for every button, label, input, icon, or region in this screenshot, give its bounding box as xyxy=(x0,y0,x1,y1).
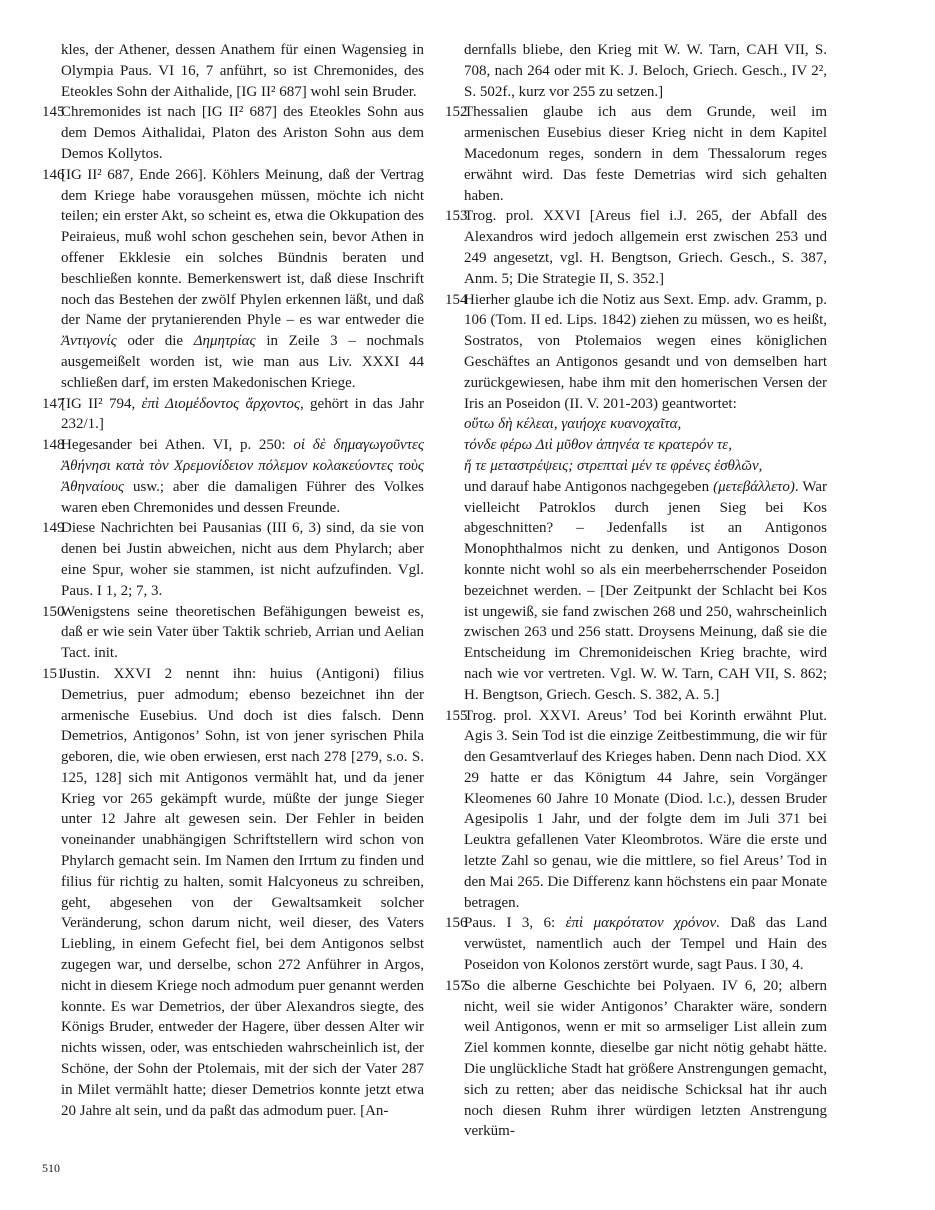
note-148 xyxy=(42,435,424,518)
note-number: 152 xyxy=(445,104,468,121)
note-number: 155 xyxy=(445,707,468,724)
note-number: 150 xyxy=(42,603,65,620)
note-number: 154 xyxy=(445,291,468,308)
note-153 xyxy=(445,206,827,289)
note-number: 151 xyxy=(42,665,65,682)
page-number: 510 xyxy=(42,1161,60,1175)
note-149 xyxy=(42,518,424,601)
note-155 xyxy=(445,706,827,914)
note-146 xyxy=(42,165,424,394)
note-text: Hegesander bei Athen. VI, p. 250: xyxy=(61,437,294,454)
note-text: Diese Nachrichten bei Pausanias (III 6, 3) sind, da sie von denen bei Justin abweichen, nicht aus dem Phylarch; aber eine Spur, woher sie stammen, ist nicht aufzufinden. Vgl. Paus. I 1, 2; 7, 3. xyxy=(61,520,424,599)
greek-verse-line: τόνδε φέρω Διὶ μῦθον ἀπηνέα τε κρατερόν τε, xyxy=(464,437,732,454)
note-text: . War vielleicht Patroklos durch jenen Sieg bei Kos abgeschnitten? – Jedenfalls ist an Antigonos Monophthalmos nicht zu denken, und Antigonos Doson konnte nicht wohl so als ein meerbeherrschender Poseidon bezeichnet werden. – [Der Zeitpunkt der Schlacht bei Kos ist ungewiß, sie fand zwischen 268 und 250, wahrscheinlich zwischen 263 und 256 statt. Droysens Meinung, daß sie die Entscheidung im Chremonideischen Krieg brachte, wird nach wie vor vertreten. Vgl. W. W. Tarn, CAH VII, S. 862; H. Bengtson, Griech. Gesch. S. 382, A. 5.] xyxy=(464,478,827,703)
note-text: Paus. I 3, 6: xyxy=(464,915,566,932)
note-154-continuation xyxy=(445,477,827,706)
greek-text: (μετεβάλλετο) xyxy=(713,478,795,495)
note-150 xyxy=(42,602,424,664)
greek-text: Ἀντιγονίς xyxy=(61,333,117,350)
note-text: Trog. prol. XXVI. Areus’ Tod bei Korinth erwähnt Plut. Agis 3. Sein Tod ist die einzige Zeitbestimmung, die wir für den Gesamtverlauf des Krieges haben. Denn nach Diod. XX 29 hatte er das Königtum 44 Jahre, sein Vorgänger Kleomenes 60 Jahre 10 Monate (Diod. l.c.), dessen Bruder Agesipolis 1 Jahr, und der folgte dem im Juli 371 bei Leuktra gefallenen Vater Kleombrotos. Wäre die erste und letzte Zahl so genau, wie die mittlere, so fiel Areus’ Tod in den Mai 265. Die Differenz kann höchstens ein paar Monate betragen. xyxy=(464,707,827,911)
note-text: Justin. XXVI 2 nennt ihn: huius (Antigoni) filius Demetrius, puer admodum; ebenso bezeichnet ihn der armenische Eusebius. Und doch ist dies falsch. Denn Demetrios, Antigonos’ Sohn, ist von jener syrischen Phila geboren, die, wie oben erwiesen, erst nach 278 [279, s.o. S. 125, 128] sich mit Antigonos vermählt hat, und da jener Krieg vor 265 gekämpft wurde, müßte der junge Sieger unter 12 Jahre alt gewesen sein. Der Fehler in beiden voneinander unabhängigen Schriftstellern wird schon von Phylarch gemacht sein. Im Namen den Irrtum zu finden und filius für richtig zu halten, somit Halcyoneus zu schreiben, geht, abgesehen von der Gewaltsamkeit solcher Veränderung, schon darum nicht, weil dieser, des Vaters Liebling, in einem Gefecht fiel, bei dem Antigonos selbst zugegen war, und derselbe, schon 272 Anführer in Argos, nicht in diesem Kriege noch admodum puer genannt werden konnte. Es war Demetrios, der über Alexandros siegte, des Königs Bruder, entweder der Hagere, über dessen Alter wir nichts wissen, oder, was entschieden wahrscheinlich ist, der Schöne, der Sohn der Ptolemais, mit der sich der Vater 287 in Milet vermählt hatte; dieser Demetrios konnte jetzt etwa 20 Jahre alt sein, und da paßt das admodum puer. [An- xyxy=(61,665,424,1119)
note-text: , gehört in das Jahr 232/1.] xyxy=(61,395,424,433)
greek-text: οἱ δὲ δημαγωγοῦντες Ἀθήνησι κατὰ τὸν Χρεμονίδειον πόλεμον κολακεύοντες τοὺς Ἀθηναίους xyxy=(61,437,424,495)
left-column xyxy=(42,40,424,1121)
note-text: in Zeile 3 – nochmals ausgemeißelt worden ist, wie man aus Liv. XXXI 44 schließen darf, im ersten Makedonischen Kriege. xyxy=(61,333,425,391)
note-text: Hierher glaube ich die Notiz aus Sext. Emp. adv. Gramm, p. 106 (Tom. II ed. Lips. 1842) ziehen zu müssen, wo es heißt, Sostratos, von Ptolemaios wegen eines königlichen Geschäftes an Antigonos gesandt und von demselben hart zurückgewiesen, habe ihm mit den homerischen Versen der Iris an Poseidon (II. V. 201-203) geantwortet: xyxy=(464,291,827,412)
note-145 xyxy=(42,102,424,164)
note-number: 157 xyxy=(445,977,468,994)
note-151 xyxy=(42,664,424,1122)
note-number: 146 xyxy=(42,166,65,183)
note-text: oder die xyxy=(116,333,194,350)
note-text: usw.; aber die damaligen Führer des Volkes waren eben Chremonides und dessen Freunde. xyxy=(61,478,424,516)
note-text: Daß das Land verwüstet, namentlich auch der Tempel und Hain des Poseidon von Kolonos zerstört wurde, sagt Paus. I 30, 4. xyxy=(464,915,827,974)
note-156 xyxy=(445,913,827,975)
note-number: 153 xyxy=(445,208,468,225)
left-continuation-text: kles, der Athener, dessen Anathem für einen Wagensieg in Olympia Paus. VI 16, 7 anführt, so ist Chremonides, des Eteokles Sohn der Aithalide, [IG II² 687] wohl sein Bruder. xyxy=(61,42,424,100)
note-number: 149 xyxy=(42,520,65,537)
note-text: Thessalien glaube ich aus dem Grunde, weil im armenischen Eusebius dieser Krieg nicht in dem Kapitel Macedonum reges, sondern in dem Thessalorum reges erwähnt wird. Das feste Demetrias wird sich gehalten haben. xyxy=(464,104,827,204)
right-continuation-text: dernfalls bliebe, den Krieg mit W. W. Tarn, CAH VII, S. 708, nach 264 oder mit K. J. Beloch, Griech. Gesch., IV 2², S. 502f., kurz vor 255 zu setzen.] xyxy=(464,42,827,100)
greek-text: ἐπὶ Διομέδοντος ἄρχοντος xyxy=(141,395,300,412)
note-147 xyxy=(42,394,424,436)
greek-text: ἐπὶ μακρότατον χρόνον. xyxy=(565,915,720,932)
note-number: 156 xyxy=(445,915,468,932)
note-152 xyxy=(445,102,827,206)
note-text: So die alberne Geschichte bei Polyaen. IV 6, 20; albern nicht, weil sie wider Antigonos’ Charakter wäre, sondern weil Antigonos, wenn er mit so armseliger List allein zum Ziel kommen konnte, dieselbe gar nicht nötig gehabt hätte. Die unglückliche Stadt hat größere Anstrengungen gemacht, sich zu retten; aber das neidische Schicksal hat ihr auch noch diesen Ruhm ihrer würdigen letzten Anstrengung verküm- xyxy=(464,977,827,1140)
note-text: [IG II² 794, xyxy=(61,395,142,412)
note-number: 147 xyxy=(42,395,65,412)
note-text: Wenigstens seine theoretischen Befähigungen beweist es, daß er wie sein Vater über Taktik schrieb, Arrian und Aelian Tact. init. xyxy=(61,603,424,662)
note-number: 148 xyxy=(42,437,65,454)
note-157 xyxy=(445,976,827,1142)
note-text: Trog. prol. XXVI [Areus fiel i.J. 265, der Abfall des Alexandros wird jedoch allgemein erst zwischen 253 und 249 angesetzt, vgl. H. Bengtson, Griech. Gesch., S. 387, Anm. 5; Die Strategie II, S. 352.] xyxy=(464,208,827,287)
greek-text: Δημητρίας xyxy=(193,333,256,350)
note-154 xyxy=(445,290,827,415)
right-column xyxy=(445,40,827,1142)
note-number: 145 xyxy=(42,104,65,121)
note-text: Chremonides ist nach [IG II² 687] des Eteokles Sohn aus dem Demos Aithalidai, Platon des Ariston Sohn aus dem Demos Kollytos. xyxy=(61,104,424,162)
greek-verse-line: οὕτω δὴ κέλεαι, γαιήοχε κυανοχαῖτα, xyxy=(464,416,682,433)
note-text: [IG II² 687, Ende 266]. Köhlers Meinung, daß der Vertrag dem Kriege habe vorausgehen müssen, möchte ich nicht teilen; ein erster Akt, so scheint es, etwa die Okkupation des Peiraieus, muß wohl schon geschehen sein, bevor Athen in offener Ekklesie ein solches Bündnis beraten und beschließen konnte. Bemerkenswert ist, daß diese Inschrift noch das Bestehen der zwölf Phylen erkennen läßt, und daß der Name der prytanierenden Phyle – es war entweder die xyxy=(61,166,424,329)
note-text: und darauf habe Antigonos nachgegeben xyxy=(464,478,714,495)
greek-verse-line: ἤ τε μεταστρέψεις; στρεπταὶ μέν τε φρένες ἐσθλῶν, xyxy=(464,457,763,474)
